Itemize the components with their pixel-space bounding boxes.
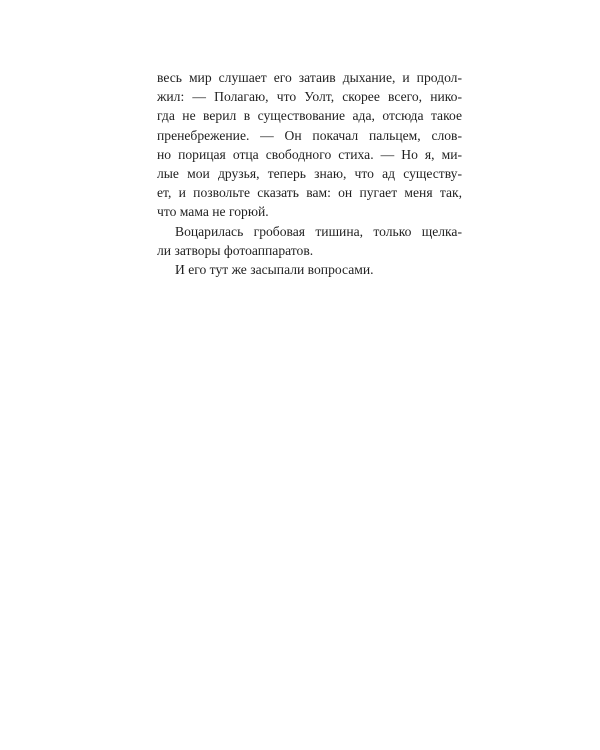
- paragraph: [157, 260, 462, 279]
- text-line: И его тут же засыпали вопросами.: [175, 261, 374, 277]
- text-line: гда не верил в существование ада, отсюда такое: [157, 108, 462, 124]
- text-line: лые мои друзья, теперь знаю, что ад существу-: [157, 165, 462, 181]
- paragraph: [157, 222, 462, 260]
- book-page-text: [157, 68, 462, 279]
- text-line: пренебрежение. — Он покачал пальцем, слов-: [157, 127, 462, 143]
- text-line: весь мир слушает его затаив дыхание, и продол-: [157, 70, 462, 85]
- text-line: что мама не горюй.: [157, 204, 269, 220]
- text-line: но порицая отца свободного стиха. — Но я, ми-: [157, 146, 462, 162]
- text-line: Воцарилась гробовая тишина, только щелка-: [175, 223, 462, 239]
- text-line: ет, и позвольте сказать вам: он пугает меня так,: [157, 185, 462, 201]
- text-line: ли затворы фотоаппаратов.: [157, 242, 314, 258]
- paragraph: [157, 68, 462, 222]
- text-line: жил: — Полагаю, что Уолт, скорее всего, нико-: [157, 89, 462, 105]
